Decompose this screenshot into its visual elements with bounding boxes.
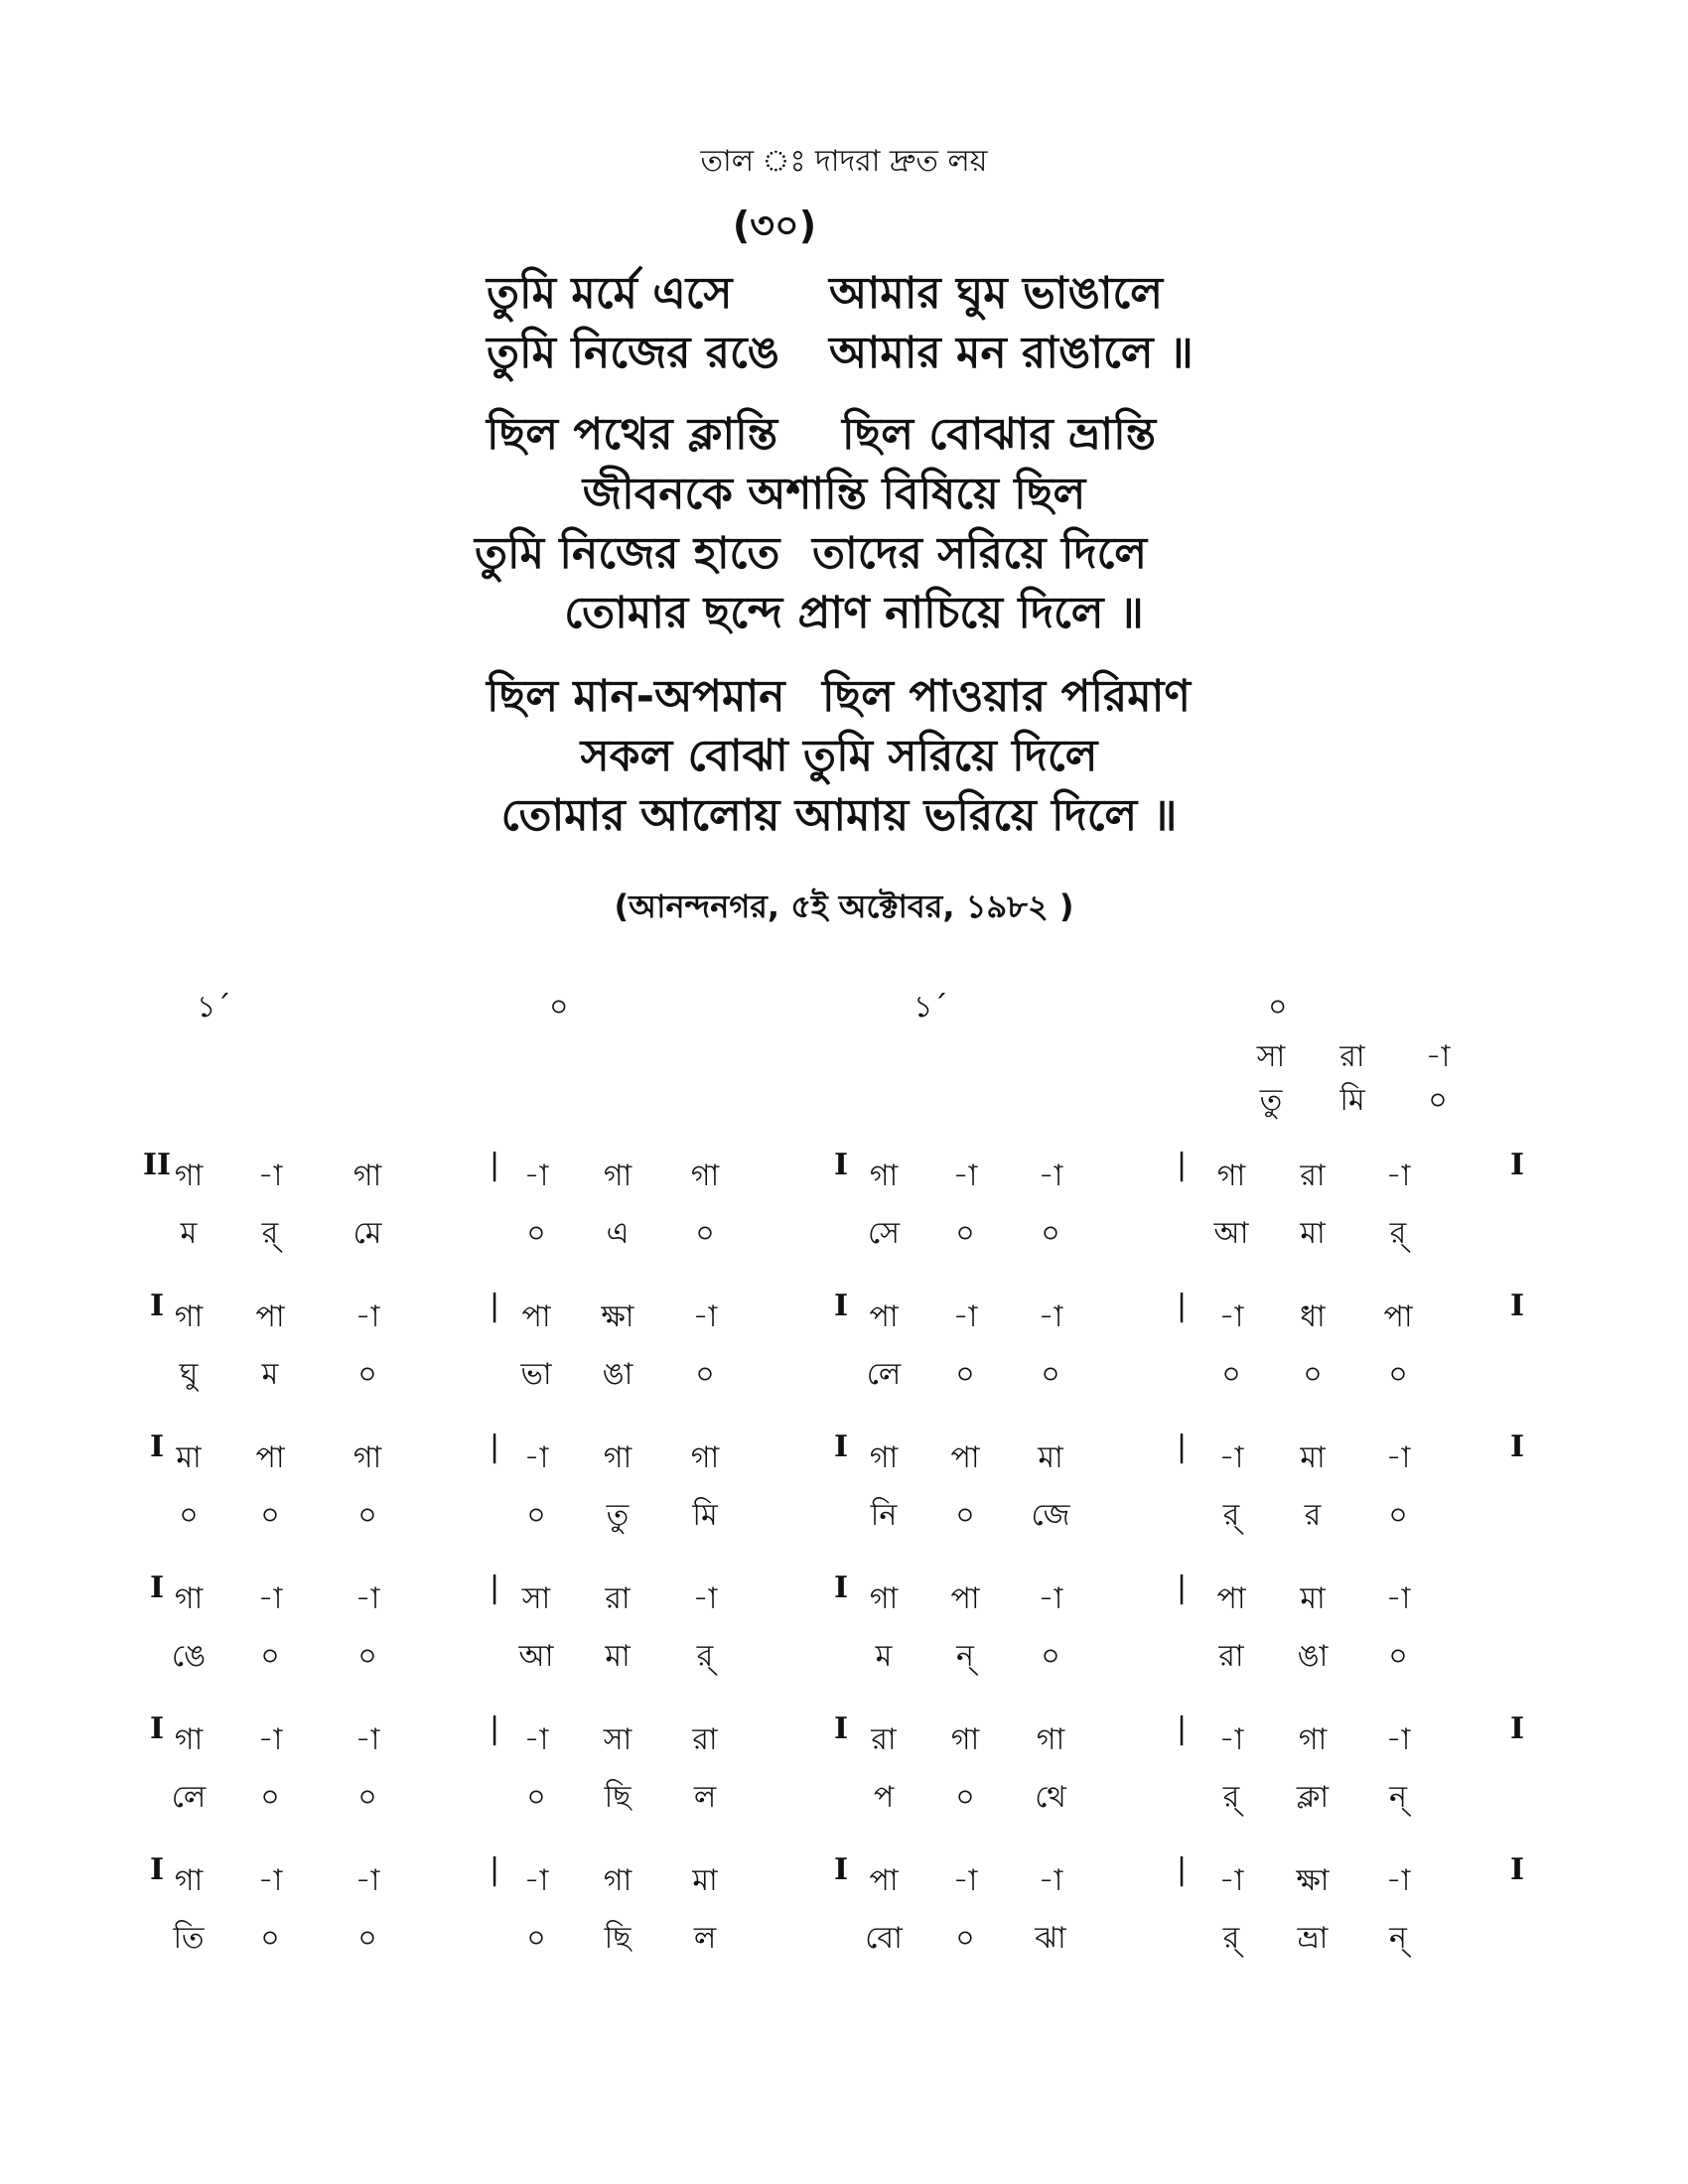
word-cell: মা (1300, 1216, 1326, 1251)
swara-cell: গা (174, 1581, 204, 1616)
pickup-swara: -া (1425, 1039, 1451, 1074)
lyric-phrase: ছিল পাওয়ার পরিমাণ (822, 671, 1192, 722)
word-cell: সে (868, 1216, 900, 1251)
word-cell: মি (692, 1498, 718, 1533)
lyric-phrase: তাদের সরিয়ে দিলে (812, 528, 1148, 579)
word-cell: ল (693, 1921, 717, 1956)
word-cell: ০ (357, 1921, 377, 1956)
lyric-phrase: তোমার আলোয় আমায় ভরিয়ে দিলে ॥ (500, 790, 1178, 841)
swara-cell: পা (255, 1299, 285, 1334)
bar-line: I (833, 1852, 849, 1887)
tala-heading: তাল ঃ দাদরা দ্রুত লয় (700, 144, 988, 179)
swara-cell: -া (257, 1581, 283, 1616)
word-cell: ০ (955, 1216, 975, 1251)
word-cell: ০ (1041, 1357, 1060, 1392)
word-cell: ০ (357, 1357, 377, 1392)
pickup-word: মি (1339, 1083, 1365, 1118)
swara-cell: গা (174, 1299, 204, 1334)
bar-line: | (489, 1711, 500, 1746)
bar-line: I (833, 1570, 849, 1605)
word-cell: ০ (1221, 1357, 1241, 1392)
swara-cell: -া (523, 1159, 549, 1193)
word-cell: ০ (1041, 1216, 1060, 1251)
lyric-line (0, 461, 1688, 520)
bar-line: | (1176, 1148, 1188, 1182)
swara-cell: পা (869, 1299, 899, 1334)
word-cell: তি (173, 1921, 205, 1956)
word-cell: র্ (1222, 1921, 1240, 1956)
swara-cell: পা (521, 1299, 551, 1334)
bar-line: | (489, 1430, 500, 1464)
bar-line: | (1176, 1852, 1188, 1887)
swara-cell: -া (1038, 1159, 1063, 1193)
bar-line: | (1176, 1430, 1188, 1464)
word-cell: আ (1213, 1216, 1249, 1251)
composition-date: (আনন্দনগর, ৫ই অক্টোবর, ১৯৮২ ) (614, 887, 1074, 925)
word-cell: ০ (357, 1498, 377, 1533)
swara-cell: -া (1385, 1722, 1411, 1757)
beat-mark: ১´ (197, 990, 231, 1024)
word-cell: ০ (695, 1357, 715, 1392)
lyrics-stanza-3 (0, 663, 1688, 842)
swara-cell: ক্ষা (1296, 1863, 1330, 1898)
lyric-phrase: ছিল বোঝার ভ্রান্তি (842, 409, 1157, 460)
swara-cell: গা (869, 1440, 899, 1475)
word-cell: নি (870, 1498, 898, 1533)
bar-line: | (1176, 1570, 1188, 1605)
swara-cell: -া (1385, 1440, 1411, 1475)
word-cell: র্ (261, 1216, 279, 1251)
swara-cell: -া (1218, 1440, 1244, 1475)
word-cell: ঝা (1035, 1921, 1066, 1956)
swara-cell: গা (352, 1440, 382, 1475)
bar-line: I (149, 1852, 165, 1887)
word-cell: র্ (1222, 1780, 1240, 1815)
swara-cell: -া (354, 1863, 380, 1898)
word-cell: ০ (526, 1780, 546, 1815)
swara-cell: -া (1218, 1299, 1244, 1334)
swara-cell: -া (1385, 1159, 1411, 1193)
bar-line: I (149, 1430, 165, 1464)
lyric-phrase: আমার মন রাঙালে ॥ (829, 328, 1194, 378)
beat-mark: ০ (549, 990, 569, 1024)
beat-marks (0, 983, 1688, 1023)
word-cell: ক্লা (1296, 1780, 1330, 1815)
swara-cell: গা (1298, 1722, 1328, 1757)
swara-cell: গা (950, 1722, 980, 1757)
swara-cell: গা (869, 1581, 899, 1616)
word-cell: ছি (604, 1780, 632, 1815)
word-cell: ০ (1388, 1639, 1408, 1674)
lyric-line (0, 663, 1688, 723)
swara-cell: মা (1038, 1440, 1063, 1475)
word-cell: মে (352, 1216, 382, 1251)
word-cell: জে (1031, 1498, 1070, 1533)
word-cell: ম (180, 1216, 198, 1251)
swara-cell: ক্ষা (601, 1299, 634, 1334)
lyric-phrase: জীবনকে অশান্তি বিষিয়ে ছিল (582, 469, 1086, 519)
word-cell: রা (1218, 1639, 1244, 1674)
word-cell: লে (866, 1357, 902, 1392)
word-cell: ঘু (179, 1357, 199, 1392)
lyrics-stanza-1 (0, 260, 1688, 379)
lyric-line (0, 723, 1688, 782)
lyric-phrase: সকল বোঝা তুমি সরিয়ে দিলে (580, 731, 1098, 781)
word-cell: প (873, 1780, 895, 1815)
word-cell: ল (693, 1780, 717, 1815)
word-cell: ০ (526, 1921, 546, 1956)
word-cell: ০ (695, 1216, 715, 1251)
swara-cell: -া (354, 1299, 380, 1334)
word-cell: মা (605, 1639, 631, 1674)
word-cell: ০ (357, 1780, 377, 1815)
swara-cell: রা (871, 1722, 897, 1757)
swara-cell: -া (1385, 1581, 1411, 1616)
bar-line: | (489, 1852, 500, 1887)
swara-cell: রা (605, 1581, 631, 1616)
word-cell: ০ (955, 1357, 975, 1392)
swara-cell: গা (1216, 1159, 1246, 1193)
swara-cell: -া (692, 1299, 718, 1334)
word-cell: ০ (1388, 1357, 1408, 1392)
word-cell: ০ (526, 1216, 546, 1251)
lyric-phrase: আমার ঘুম ভাঙালে (829, 268, 1164, 319)
swara-cell: গা (174, 1159, 204, 1193)
swara-cell: -া (1218, 1722, 1244, 1757)
word-cell: ভা (520, 1357, 552, 1392)
swara-cell: পা (869, 1863, 899, 1898)
word-cell: ০ (357, 1639, 377, 1674)
swara-cell: গা (869, 1159, 899, 1193)
word-cell: ০ (260, 1498, 280, 1533)
word-cell: ০ (1041, 1639, 1060, 1674)
pickup-swara: রা (1339, 1039, 1365, 1074)
swara-cell: মা (692, 1863, 718, 1898)
lyric-line (0, 260, 1688, 320)
word-cell: ০ (260, 1780, 280, 1815)
word-cell: ন্ (1389, 1921, 1407, 1956)
bar-line: | (489, 1148, 500, 1182)
swara-cell: -া (523, 1863, 549, 1898)
bar-line: | (489, 1570, 500, 1605)
word-cell: ০ (955, 1780, 975, 1815)
swara-cell: গা (603, 1440, 633, 1475)
word-cell: তু (606, 1498, 630, 1533)
swara-cell: রা (1300, 1159, 1326, 1193)
word-cell: ম (875, 1639, 893, 1674)
pickup-word: ০ (1428, 1083, 1448, 1118)
bar-line: | (1176, 1711, 1188, 1746)
swara-cell: -া (952, 1299, 978, 1334)
swara-cell: -া (952, 1863, 978, 1898)
lyrics-stanza-2 (0, 401, 1688, 639)
word-cell: ০ (1303, 1357, 1323, 1392)
pickup-swara: সা (1256, 1039, 1286, 1074)
beat-mark: ১´ (914, 990, 948, 1024)
bar-line: I (1509, 1289, 1525, 1323)
word-cell: ০ (179, 1498, 199, 1533)
word-cell: ০ (260, 1921, 280, 1956)
swara-cell: রা (692, 1722, 718, 1757)
word-cell: ০ (955, 1921, 975, 1956)
bar-line: I (833, 1430, 849, 1464)
word-cell: ঙা (1297, 1639, 1329, 1674)
swara-cell: -া (257, 1722, 283, 1757)
bar-line: I (1509, 1430, 1525, 1464)
lyric-line (0, 580, 1688, 639)
lyric-phrase: তুমি নিজের হাতে (475, 528, 780, 579)
lyric-line (0, 782, 1688, 842)
word-cell: ন্ (956, 1639, 974, 1674)
swara-cell: -া (952, 1159, 978, 1193)
swara-cell: -া (523, 1440, 549, 1475)
song-number: (৩০) (732, 204, 817, 247)
swara-cell: -া (523, 1722, 549, 1757)
swara-cell: মা (1300, 1581, 1326, 1616)
lyric-line (0, 520, 1688, 580)
swara-cell: গা (603, 1159, 633, 1193)
word-cell: ০ (955, 1498, 975, 1533)
swara-cell: পা (1216, 1581, 1246, 1616)
swara-cell: মা (1300, 1440, 1326, 1475)
swara-cell: গা (174, 1722, 204, 1757)
swara-cell: গা (603, 1863, 633, 1898)
bar-line: I (1509, 1711, 1525, 1746)
swara-cell: -া (257, 1159, 283, 1193)
swara-cell: ধা (1300, 1299, 1326, 1334)
word-cell: ০ (1388, 1498, 1408, 1533)
swara-cell: গা (352, 1159, 382, 1193)
swara-cell: -া (1218, 1863, 1244, 1898)
lyric-line (0, 320, 1688, 379)
pickup-word: তু (1259, 1083, 1283, 1118)
bar-line: II (142, 1148, 172, 1182)
bar-line: I (149, 1711, 165, 1746)
swara-cell: পা (950, 1440, 980, 1475)
swara-cell: গা (690, 1159, 720, 1193)
swara-cell: গা (690, 1440, 720, 1475)
swara-cell: -া (1038, 1299, 1063, 1334)
bar-line: I (833, 1711, 849, 1746)
bar-line: | (489, 1289, 500, 1323)
swara-cell: -া (1385, 1863, 1411, 1898)
swara-cell: সা (603, 1722, 633, 1757)
bar-line: I (833, 1289, 849, 1323)
swara-cell: -া (1038, 1863, 1063, 1898)
bar-line: I (149, 1570, 165, 1605)
word-cell: র্ (696, 1639, 714, 1674)
bar-line: I (149, 1289, 165, 1323)
word-cell: লে (171, 1780, 207, 1815)
word-cell: থে (1035, 1780, 1066, 1815)
word-cell: ছি (604, 1921, 632, 1956)
swara-cell: গা (174, 1863, 204, 1898)
bar-line: | (1176, 1289, 1188, 1323)
bar-line: I (833, 1148, 849, 1182)
lyric-phrase: তুমি নিজের রঙে (487, 328, 779, 378)
word-cell: র্ (1389, 1216, 1407, 1251)
swara-cell: মা (176, 1440, 202, 1475)
word-cell: ম (261, 1357, 279, 1392)
swara-cell: পা (950, 1581, 980, 1616)
lyric-phrase: ছিল পথের ক্লান্তি (487, 409, 778, 460)
word-cell: ০ (526, 1498, 546, 1533)
swara-cell: -া (354, 1581, 380, 1616)
word-cell: ০ (260, 1639, 280, 1674)
swara-cell: -া (692, 1581, 718, 1616)
lyric-phrase: ছিল মান-অপমান (487, 671, 785, 722)
word-cell: ঙা (602, 1357, 633, 1392)
swara-cell: পা (1383, 1299, 1413, 1334)
word-cell: এ (606, 1216, 630, 1251)
word-cell: আ (518, 1639, 554, 1674)
word-cell: ঙে (171, 1639, 207, 1674)
word-cell: ভ্রা (1297, 1921, 1329, 1956)
swara-cell: -া (257, 1863, 283, 1898)
swara-cell: -া (354, 1722, 380, 1757)
word-cell: র (1304, 1498, 1322, 1533)
word-cell: র্ (1222, 1498, 1240, 1533)
lyric-phrase: তুমি মর্মে এসে (487, 268, 733, 319)
swara-cell: পা (255, 1440, 285, 1475)
bar-line: I (1509, 1852, 1525, 1887)
swara-cell: সা (521, 1581, 551, 1616)
swara-cell: -া (1038, 1581, 1063, 1616)
word-cell: বো (865, 1921, 903, 1956)
word-cell: ন্ (1389, 1780, 1407, 1815)
lyric-line (0, 401, 1688, 461)
bar-line: I (1509, 1148, 1525, 1182)
swara-cell: গা (1036, 1722, 1065, 1757)
beat-mark: ০ (1268, 990, 1288, 1024)
lyric-phrase: তোমার ছন্দে প্রাণ নাচিয়ে দিলে ॥ (564, 588, 1144, 638)
